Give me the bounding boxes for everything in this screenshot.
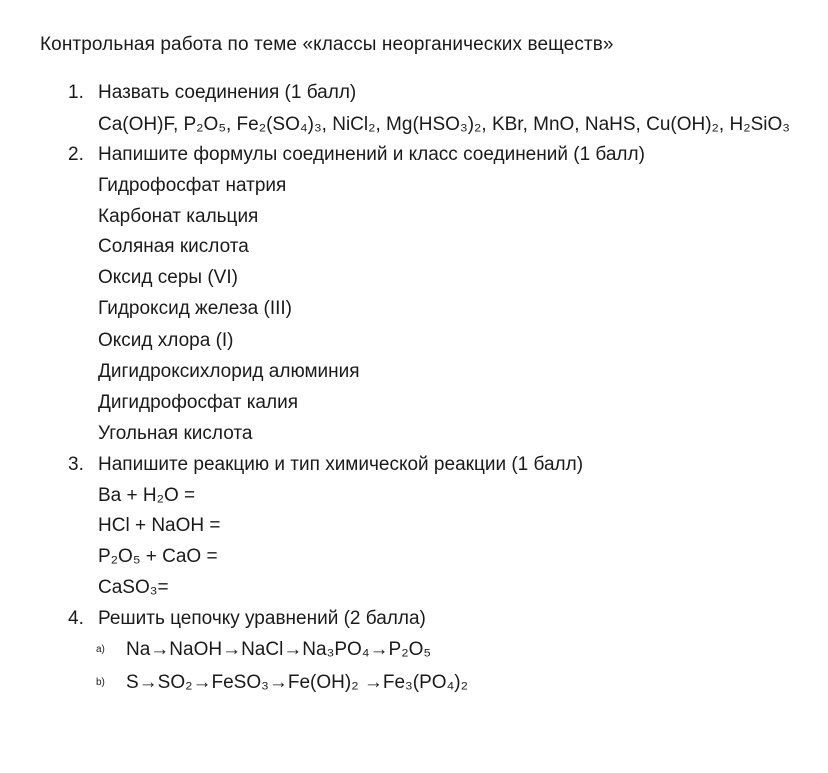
task-4-chain-b <box>96 672 468 694</box>
task-2-number: 2. <box>68 144 84 165</box>
task-1-formulas: Ca(OH)F, P₂O₅, Fe₂(SO₄)₃, NiCl₂, Mg(HSO₃)₂, KBr, MnO, NaHS, Cu(OH)₂, H₂SiO₃ <box>98 114 790 135</box>
task-2-item: Соляная кислота <box>98 236 249 257</box>
task-2-item: Оксид хлора (I) <box>98 330 234 351</box>
task-3-reaction: Ba + H₂O = <box>98 485 196 506</box>
task-1-number: 1. <box>68 82 84 103</box>
task-2-item: Дигидрофосфат калия <box>98 392 298 413</box>
task-3-reaction: CaSO₃= <box>98 577 169 598</box>
task-4-chain-a <box>96 639 431 661</box>
chain-label: b) <box>96 677 105 689</box>
task-2-item: Карбонат кальция <box>98 206 259 227</box>
task-2-item: Дигидроксихлорид алюминия <box>98 361 360 382</box>
task-1 <box>68 82 356 104</box>
task-2 <box>68 144 645 166</box>
task-3-text: Напишите реакцию и тип химической реакции (1 балл) <box>98 454 584 475</box>
task-3 <box>68 454 583 476</box>
task-3-reaction: HCl + NaOH = <box>98 515 221 536</box>
task-3-reaction: P₂O₅ + CaO = <box>98 546 218 567</box>
task-3-number: 3. <box>68 454 84 475</box>
task-4-number: 4. <box>68 608 84 629</box>
task-2-item: Гидрофосфат натрия <box>98 175 287 196</box>
task-2-item: Гидроксид железа (III) <box>98 298 292 319</box>
task-4-text: Решить цепочку уравнений (2 балла) <box>98 608 426 629</box>
task-4 <box>68 608 426 630</box>
chain-equation: S→SO₂→FeSO₃→Fe(OH)₂ →Fe₃(PO₄)₂ <box>126 672 468 693</box>
page-title: Контрольная работа по теме «классы неорганических веществ» <box>40 34 614 55</box>
task-2-text: Напишите формулы соединений и класс соединений (1 балл) <box>98 144 645 165</box>
chain-label: a) <box>96 644 105 656</box>
task-2-item: Угольная кислота <box>98 423 253 444</box>
task-2-item: Оксид серы (VI) <box>98 267 238 288</box>
task-1-text: Назвать соединения (1 балл) <box>98 82 357 103</box>
chain-equation: Na→NaOH→NaCl→Na₃PO₄→P₂O₅ <box>126 639 432 660</box>
